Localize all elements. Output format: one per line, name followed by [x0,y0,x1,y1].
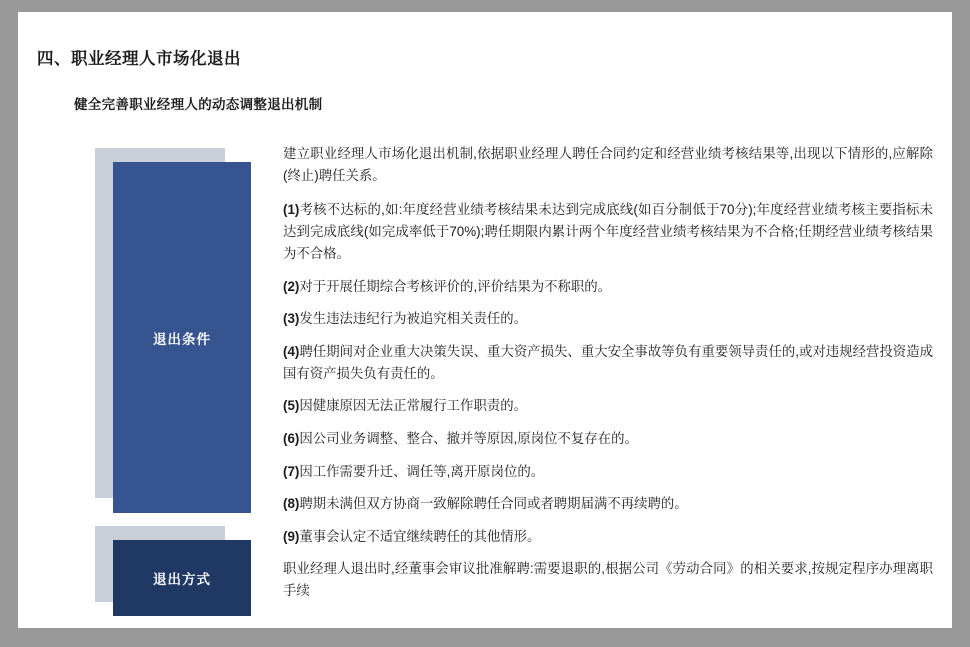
condition-number: (3) [283,311,300,327]
condition-number: (2) [283,278,300,294]
condition-text: 董事会认定不适宜继续聘任的其他情形。 [299,529,541,545]
label-block-exit-method [95,526,255,616]
condition-number: (6) [283,431,300,447]
condition-number: (9) [283,529,300,545]
condition-item [283,341,933,384]
condition-item [283,428,933,450]
condition-item [283,276,933,298]
exit-method-content [283,558,933,602]
condition-text: 对于开展任期综合考核评价的,评价结果为不称职的。 [299,278,612,294]
condition-item [283,308,933,330]
label-block-text-exit-conditions: 退出条件 [113,162,251,513]
condition-text: 因公司业务调整、整合、撤并等原因,原岗位不复存在的。 [299,431,638,447]
method-text: 职业经理人退出时,经董事会审议批准解聘:需要退职的,根据公司《劳动合同》的相关要求,按规定程序办理离职手续 [283,561,933,599]
condition-text: 考核不达标的,如:年度经营业绩考核结果未达到完成底线(如百分制低于70分);年度经营业绩考核主要指标未达到完成底线(如完成率低于70%);聘任期限内累计两个年度经营业绩考核结果为不合格;任期经营业绩考核结果为不合格。 [283,202,933,261]
condition-item [283,493,933,515]
condition-text: 聘任期间对企业重大决策失误、重大资产损失、重大安全事故等负有重要领导责任的,或对违规经营投资造成国有资产损失负有责任的。 [283,343,933,381]
condition-number: (1) [283,202,300,218]
condition-number: (8) [283,496,300,512]
slide-canvas [18,12,952,628]
condition-number: (4) [283,343,300,359]
exit-conditions-content [283,143,933,548]
condition-item [283,199,933,264]
condition-item [283,395,933,417]
condition-number: (5) [283,398,300,414]
condition-item [283,526,933,548]
condition-item [283,461,933,483]
condition-text: 因工作需要升迁、调任等,离开原岗位的。 [299,463,545,479]
section-subtitle: 健全完善职业经理人的动态调整退出机制 [74,97,323,112]
label-block-exit-conditions [95,148,255,513]
condition-number: (7) [283,463,300,479]
condition-text: 发生违法违纪行为被追究相关责任的。 [299,311,528,327]
condition-text: 因健康原因无法正常履行工作职责的。 [299,398,528,414]
condition-text: 聘期未满但双方协商一致解除聘任合同或者聘期届满不再续聘的。 [299,496,688,512]
page-title: 四、职业经理人市场化退出 [37,50,241,68]
label-block-text-exit-method: 退出方式 [113,540,251,616]
conditions-intro: 建立职业经理人市场化退出机制,依据职业经理人聘任合同约定和经营业绩考核结果等,出现以下情形的,应解除(终止)聘任关系。 [283,146,933,183]
